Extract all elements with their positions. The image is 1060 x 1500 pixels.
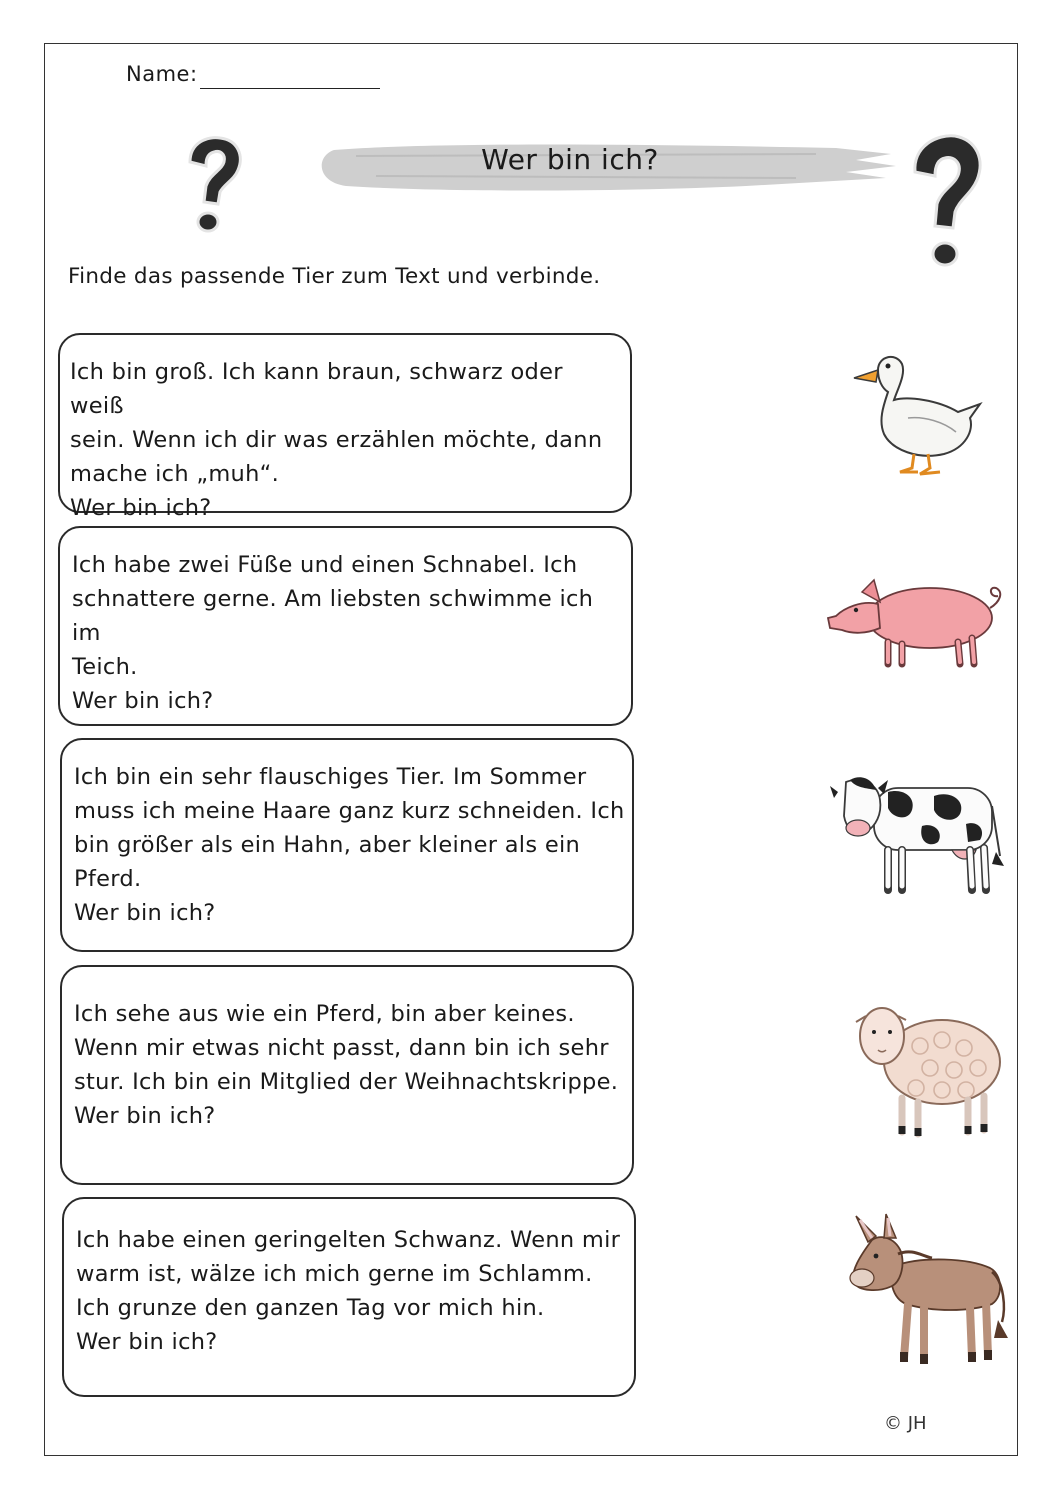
- name-input-line[interactable]: [200, 88, 380, 89]
- riddle-text: Ich sehe aus wie ein Pferd, bin aber keines. Wenn mir etwas nicht passt, dann bin ich sehr stur. Ich bin ein Mitglied der Weihnachtskrippe. Wer bin ich?: [74, 1001, 619, 1129]
- question-mark-icon: [905, 132, 987, 274]
- riddle-card[interactable]: [58, 526, 633, 726]
- duck-icon[interactable]: [848, 348, 988, 480]
- instruction-text: Finde das passende Tier zum Text und verbinde.: [68, 264, 601, 289]
- sheep-icon[interactable]: [850, 998, 1004, 1140]
- question-mark-icon: [180, 134, 246, 240]
- riddle-card[interactable]: [62, 1197, 636, 1397]
- cow-icon[interactable]: [826, 766, 1006, 896]
- page-title: Wer bin ich?: [481, 143, 659, 176]
- name-label: Name:: [126, 62, 198, 86]
- riddle-text: Ich bin groß. Ich kann braun, schwarz oder weiß sein. Wenn ich dir was erzählen möchte, dann mache ich „muh“. Wer bin ich?: [70, 359, 603, 521]
- donkey-icon[interactable]: [842, 1212, 1018, 1370]
- riddle-text: Ich bin ein sehr flauschiges Tier. Im Sommer muss ich meine Haare ganz kurz schneiden. Ich bin größer als ein Hahn, aber kleiner als ein Pferd. Wer bin ich?: [74, 764, 625, 926]
- pig-icon[interactable]: [822, 572, 1012, 670]
- riddle-card[interactable]: [58, 333, 632, 521]
- riddle-card[interactable]: [60, 965, 634, 1185]
- riddle-card[interactable]: [60, 738, 634, 952]
- riddle-text: Ich habe einen geringelten Schwanz. Wenn mir warm ist, wälze ich mich gerne im Schlamm. Ich grunze den ganzen Tag vor mich hin. Wer bin ich?: [76, 1227, 621, 1355]
- copyright-text: © JH: [884, 1413, 927, 1434]
- riddle-text: Ich habe zwei Füße und einen Schnabel. Ich schnattere gerne. Am liebsten schwimme ich im Teich. Wer bin ich?: [72, 552, 594, 714]
